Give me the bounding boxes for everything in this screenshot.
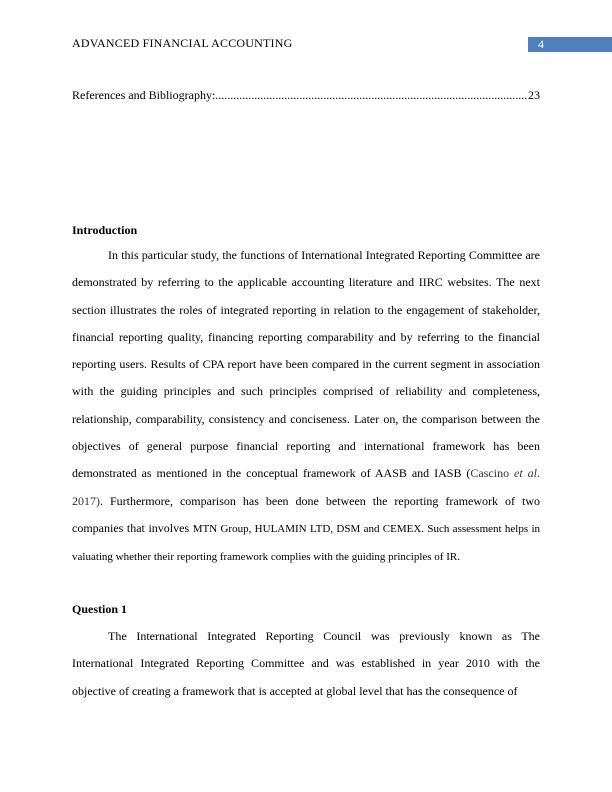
page-number: 4: [538, 37, 544, 51]
toc-entry-page: 23: [528, 88, 540, 102]
intro-text-2: . Furthermore, comparison has been done between the reporting framework of two companies that involves: [72, 493, 540, 535]
page-number-badge: [528, 37, 612, 52]
toc-leader-dots: [215, 88, 528, 103]
question-1-paragraph: [72, 623, 540, 705]
citation-year: . 2017): [72, 466, 540, 508]
toc-entry-label: References and Bibliography:: [72, 88, 216, 102]
intro-text-3: MTN Group, HULAMIN LTD, DSM and CEMEX. Such assessment helps in valuating whether their reporting framework complies with the guiding principles of IR.: [72, 522, 540, 564]
running-header-title: ADVANCED FINANCIAL ACCOUNTING: [72, 36, 293, 50]
intro-text-1: In this particular study, the functions of International Integrated Reporting Committee are demonstrated by referring to the applicable accounting literature and IIRC websites. The next section illustrates the roles of integrated reporting in relation to the engagement of stakeholder, financial reporting quality, financing reporting comparability and by referring to the financial reporting users. Results of CPA report have been compared in the current segment in association with the guiding principles and such principles comprised of reliability and completeness, relationship, comparability, consistency and conciseness. Later on, the comparison between the objectives of general purpose financial reporting and international framework has been demonstrated as mentioned in the conceptual framework of AASB and IASB (: [72, 248, 540, 481]
toc-entry[interactable]: [72, 88, 540, 103]
question-1-text: The International Integrated Reporting Council was previously known as The International Integrated Reporting Committee and was established in year 2010 with the objective of creating a framework that is accepted at global level that has the consequence of: [72, 629, 540, 698]
introduction-paragraph: [72, 242, 540, 572]
question-1-heading: Question 1: [72, 602, 128, 616]
citation-etal: et al: [514, 466, 537, 481]
citation-author: Cascino: [470, 466, 515, 481]
introduction-heading: Introduction: [72, 223, 138, 237]
